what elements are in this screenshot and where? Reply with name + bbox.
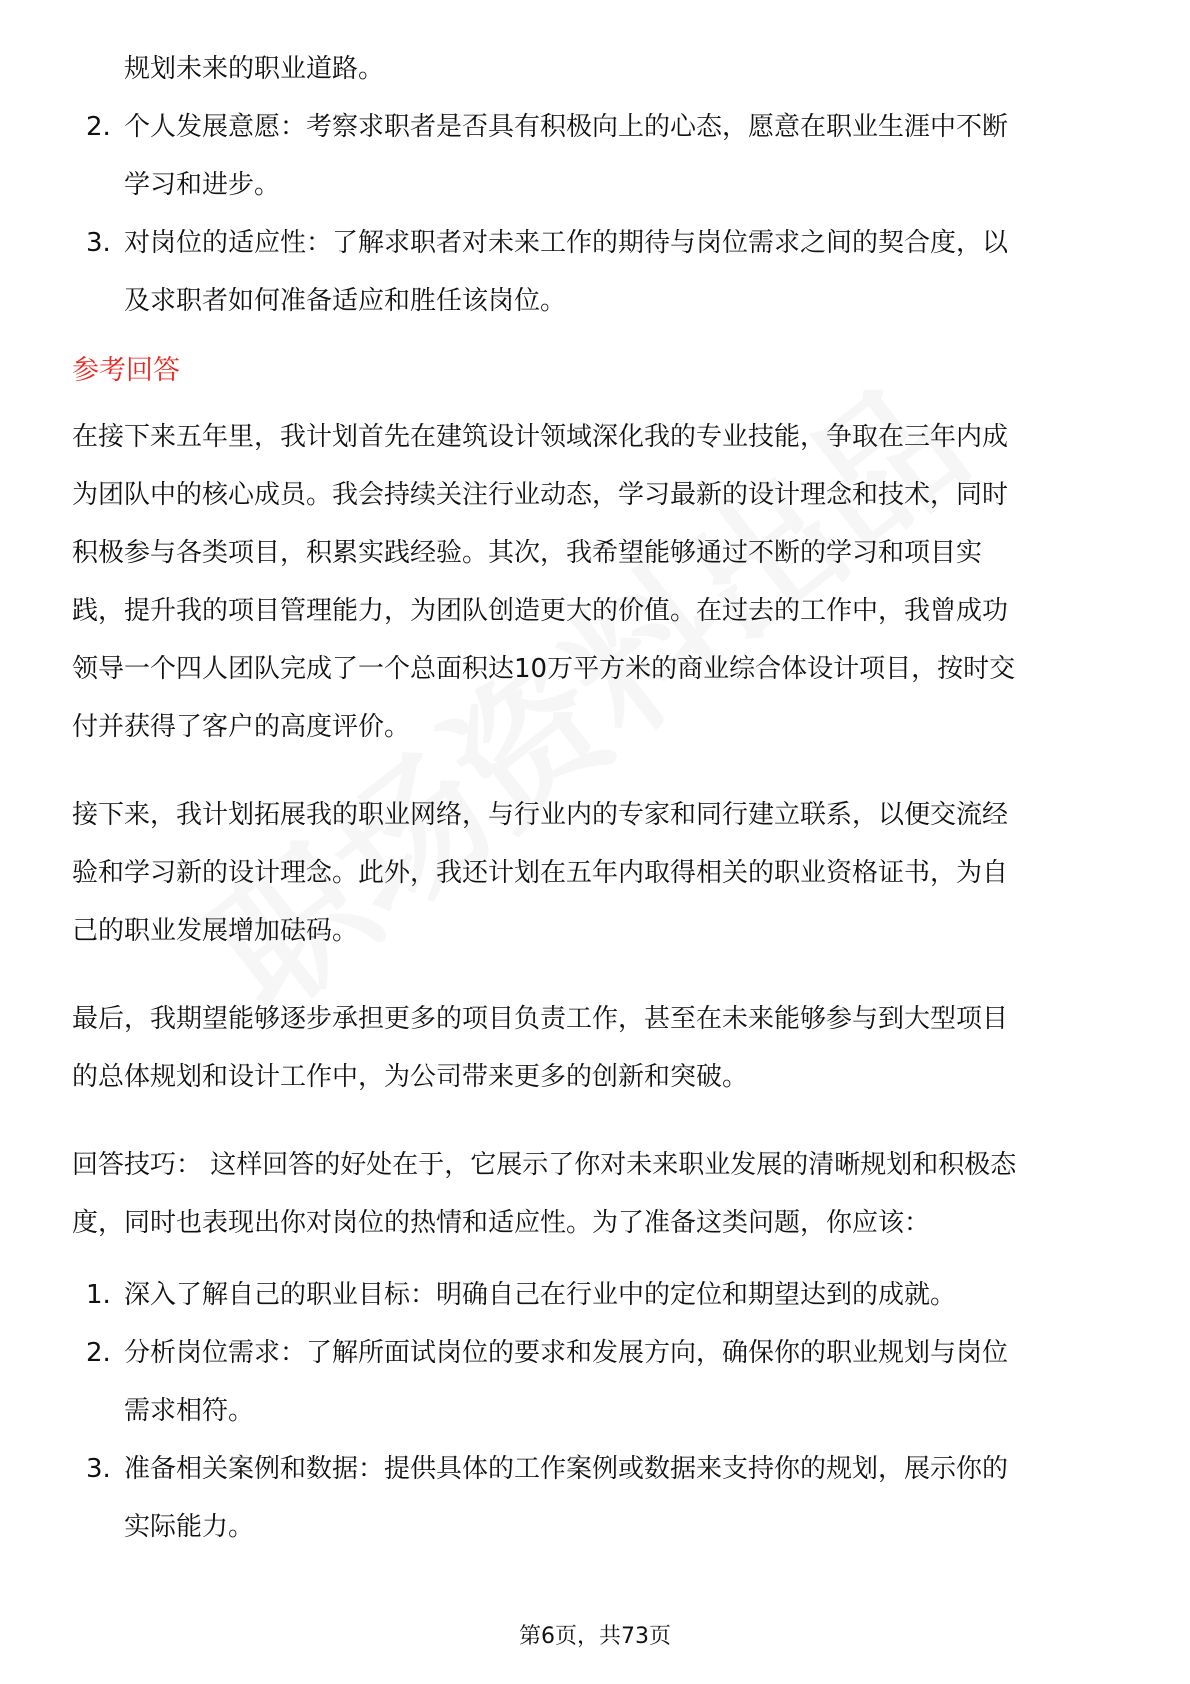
list-number: 2.: [86, 1338, 111, 1368]
list-item: [72, 1324, 1122, 1440]
paragraph-line: 践，提升我的项目管理能力，为团队创造更大的价值。在过去的工作中，我曾成功: [72, 596, 1009, 626]
paragraph-line: 积极参与各类项目，积累实践经验。其次，我希望能够通过不断的学习和项目实: [72, 538, 983, 568]
list-number: 2.: [86, 112, 111, 142]
list-number: 1.: [86, 1280, 111, 1310]
paragraph-line: 领导一个四人团队完成了一个总面积达10万平方米的商业综合体设计项目，按时交: [72, 654, 1016, 684]
paragraph-line: 在接下来五年里，我计划首先在建筑设计领域深化我的专业技能，争取在三年内成: [72, 422, 1009, 452]
list-number: 3.: [86, 1454, 111, 1484]
paragraph-line: 为团队中的核心成员。我会持续关注行业动态，学习最新的设计理念和技术，同时: [72, 480, 1009, 510]
paragraph-line: 的总体规划和设计工作中，为公司带来更多的创新和突破。: [72, 1062, 749, 1092]
list-item-line: 分析岗位需求：了解所面试岗位的要求和发展方向，确保你的职业规划与岗位: [124, 1338, 1009, 1368]
list-item: [72, 98, 1122, 214]
list-item-line: 深入了解自己的职业目标：明确自己在行业中的定位和期望达到的成就。: [124, 1280, 957, 1310]
paragraph: [72, 408, 1122, 756]
paragraph-line: 己的职业发展增加砝码。: [72, 916, 359, 946]
list-item-line: 实际能力。: [124, 1512, 255, 1542]
list-continuation: 规划未来的职业道路。: [124, 54, 385, 84]
list-item-line: 准备相关案例和数据：提供具体的工作案例或数据来支持你的规划，展示你的: [124, 1454, 1009, 1484]
paragraph-line: 接下来，我计划拓展我的职业网络，与行业内的专家和同行建立联系，以便交流经: [72, 800, 1009, 830]
list-item-line: 个人发展意愿：考察求职者是否具有积极向上的心态，愿意在职业生涯中不断: [124, 112, 1009, 142]
paragraph: [72, 786, 1122, 960]
top-numbered-list: [72, 98, 1122, 330]
list-item-line: 学习和进步。: [124, 170, 281, 200]
paragraph-line: 验和学习新的设计理念。此外，我还计划在五年内取得相关的职业资格证书，为自: [72, 858, 1009, 888]
list-item-line: 及求职者如何准备适应和胜任该岗位。: [124, 286, 567, 316]
list-item: [72, 1266, 1122, 1324]
list-number: 3.: [86, 228, 111, 258]
list-item: [72, 1440, 1122, 1556]
paragraph-line: 度，同时也表现出你对岗位的热情和适应性。为了准备这类问题，你应该：: [72, 1208, 931, 1238]
list-item-line: 对岗位的适应性：了解求职者对未来工作的期待与岗位需求之间的契合度，以: [124, 228, 1009, 258]
answer-tips-paragraph: [72, 1136, 1122, 1252]
list-item-line: 需求相符。: [124, 1396, 255, 1426]
page-footer: 第6页，共73页: [519, 1624, 671, 1649]
list-item: [72, 214, 1122, 330]
paragraph-line: 回答技巧： 这样回答的好处在于，它展示了你对未来职业发展的清晰规划和积极态: [72, 1150, 1017, 1180]
paragraph-line: 最后，我期望能够逐步承担更多的项目负责工作，甚至在未来能够参与到大型项目: [72, 1004, 1009, 1034]
bottom-numbered-list: [72, 1266, 1122, 1556]
section-heading: 参考回答: [72, 355, 180, 386]
document-page: [72, 40, 1122, 1556]
paragraph: [72, 990, 1122, 1106]
paragraph-line: 付并获得了客户的高度评价。: [72, 712, 411, 742]
